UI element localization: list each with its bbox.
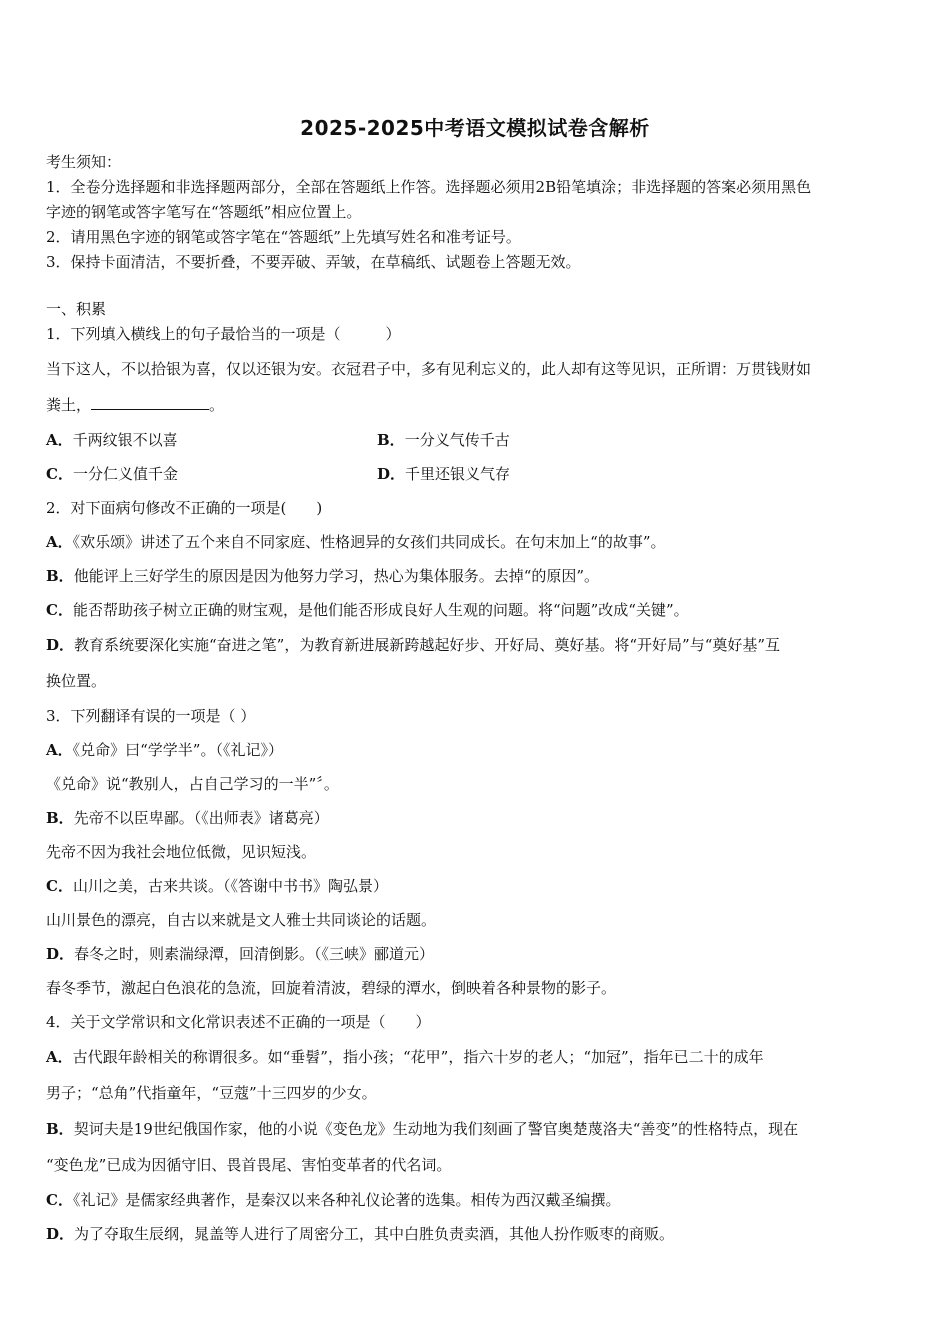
passage-suffix: 。 <box>209 396 225 414</box>
notice-item-1-line-1: 1．全卷分选择题和非选择题两部分，全部在答题纸上作答。选择题必须用2B铅笔填涂；非选择题的答案必须用黑色 <box>46 178 812 196</box>
option-b <box>46 1111 908 1147</box>
notice-item-2: 2．请用黑色字迹的钢笔或答字笔在“答题纸”上先填写姓名和准考证号。 <box>46 228 521 246</box>
option-text: 一分仁义值千金 <box>72 465 178 483</box>
option-label: A． <box>46 1048 73 1066</box>
option-b <box>46 801 908 835</box>
question-stem: 1．下列填入横线上的句子最恰当的一项是（ ） <box>46 325 401 343</box>
option-d <box>46 627 908 663</box>
option-c-translation: 山川景色的漂亮，自古以来就是文人雅士共同谈论的话题。 <box>46 911 437 929</box>
option-text: 《兑命》曰“学学半”。（《礼记》） <box>72 741 283 759</box>
option-text: 《礼记》是儒家经典著作，是秦汉以来各种礼仪论著的选集。相传为西汉戴圣编撰。 <box>72 1191 621 1209</box>
option-label: A． <box>46 741 73 759</box>
option-d-translation: 春冬季节，激起白色浪花的急流，回旋着清波，碧绿的潭水，倒映着各种景物的影子。 <box>46 979 617 997</box>
question-stem: 3．下列翻译有误的一项是（ ） <box>46 707 256 725</box>
question-3 <box>46 699 908 1005</box>
option-row <box>46 457 908 491</box>
option-c <box>46 457 377 491</box>
option-a <box>46 733 908 767</box>
option-text: 古代跟年龄相关的称谓很多。如“垂髫”，指小孩；“花甲”，指六十岁的老人；“加冠”，指年已二十的成年 <box>72 1048 764 1066</box>
option-row <box>46 423 908 457</box>
option-label: B． <box>377 431 405 449</box>
option-d-continued: 换位置。 <box>46 672 107 690</box>
option-label: C． <box>46 1191 73 1209</box>
option-label: D． <box>46 636 75 654</box>
option-label: B． <box>46 809 74 827</box>
option-b <box>46 559 908 593</box>
option-label: A． <box>46 431 73 449</box>
option-label: D． <box>377 465 406 483</box>
notice-heading: 考生须知： <box>46 153 122 171</box>
option-text: 教育系统要深化实施“奋进之笔”，为教育新进展新跨越起好步、开好局、奠好基。将“开好局”与“奠好基”互 <box>74 636 781 654</box>
option-d <box>377 457 708 491</box>
option-d <box>46 1217 908 1251</box>
option-text: 能否帮助孩子树立正确的财宝观，是他们能否形成良好人生观的问题。将“问题”改成“关键”。 <box>72 601 689 619</box>
option-label: A． <box>46 533 73 551</box>
passage-line <box>46 387 908 423</box>
option-text: 他能评上三好学生的原因是因为他努力学习，热心为集体服务。去掉“的原因”。 <box>73 567 600 585</box>
option-c <box>46 869 908 903</box>
question-stem: 4．关于文学常识和文化常识表述不正确的一项是（ ） <box>46 1013 431 1031</box>
option-b-translation: 先帝不因为我社会地位低微，见识短浅。 <box>46 843 317 861</box>
option-text: 千两纹银不以喜 <box>72 431 178 449</box>
option-text: 一分义气传千古 <box>404 431 510 449</box>
option-label: C． <box>46 601 73 619</box>
option-text: 春冬之时，则素湍绿潭，回清倒影。（《三峡》郦道元） <box>74 945 435 963</box>
option-text: 山川之美，古来共谈。（《答谢中书书》陶弘景） <box>72 877 388 895</box>
option-label: D． <box>46 1225 75 1243</box>
option-text: 为了夺取生辰纲，晁盖等人进行了周密分工，其中白胜负责卖酒，其他人扮作贩枣的商贩。 <box>74 1225 675 1243</box>
question-1 <box>46 322 908 491</box>
option-a-continued: 男子；“总角”代指童年，“豆蔻”十三四岁的少女。 <box>46 1084 377 1102</box>
section-heading: 一、积累 <box>46 300 107 318</box>
option-a <box>46 1039 908 1075</box>
option-text: 《欢乐颂》讲述了五个来自不同家庭、性格迥异的女孩们共同成长。在句末加上“的故事”。 <box>72 533 666 551</box>
option-c <box>46 1183 908 1217</box>
question-stem: 2．对下面病句修改不正确的一项是( ) <box>46 499 323 517</box>
option-label: B． <box>46 1120 74 1138</box>
option-d <box>46 937 908 971</box>
option-text: 先帝不以臣卑鄙。（《出师表》诸葛亮） <box>73 809 329 827</box>
page-title: 2025-2025中考语文模拟试卷含解析 <box>300 116 650 140</box>
notice-block <box>46 150 908 275</box>
passage-prefix: 粪土， <box>46 396 92 414</box>
question-2 <box>46 491 908 699</box>
notice-item-1-line-2: 字迹的钢笔或答字笔写在“答题纸”相应位置上。 <box>46 203 362 221</box>
exam-content <box>46 150 908 1251</box>
passage-line: 当下这人，不以拾银为喜，仅以还银为安。衣冠君子中，多有见利忘义的，此人却有这等见识，正所谓：万贯钱财如 <box>46 360 812 378</box>
option-label: D． <box>46 945 75 963</box>
option-label: C． <box>46 877 73 895</box>
option-c <box>46 593 908 627</box>
notice-item-3: 3．保持卡面清洁，不要折叠，不要弄破、弄皱，在草稿纸、试题卷上答题无效。 <box>46 253 581 271</box>
option-b <box>377 423 708 457</box>
option-text: 千里还银义气存 <box>405 465 511 483</box>
option-label: B． <box>46 567 74 585</box>
option-b-continued: “变色龙”已成为因循守旧、畏首畏尾、害怕变革者的代名词。 <box>46 1156 452 1174</box>
option-a <box>46 423 377 457</box>
option-a <box>46 525 908 559</box>
fill-blank <box>91 395 209 410</box>
option-text: 契诃夫是19世纪俄国作家，他的小说《变色龙》生动地为我们刻画了警官奥楚蔑洛夫“善变”的性格特点，现在 <box>73 1120 799 1138</box>
option-label: C． <box>46 465 73 483</box>
question-4 <box>46 1005 908 1251</box>
option-a-translation: 《兑命》说“教别人，占自己学习的一半”〞。 <box>46 775 339 793</box>
